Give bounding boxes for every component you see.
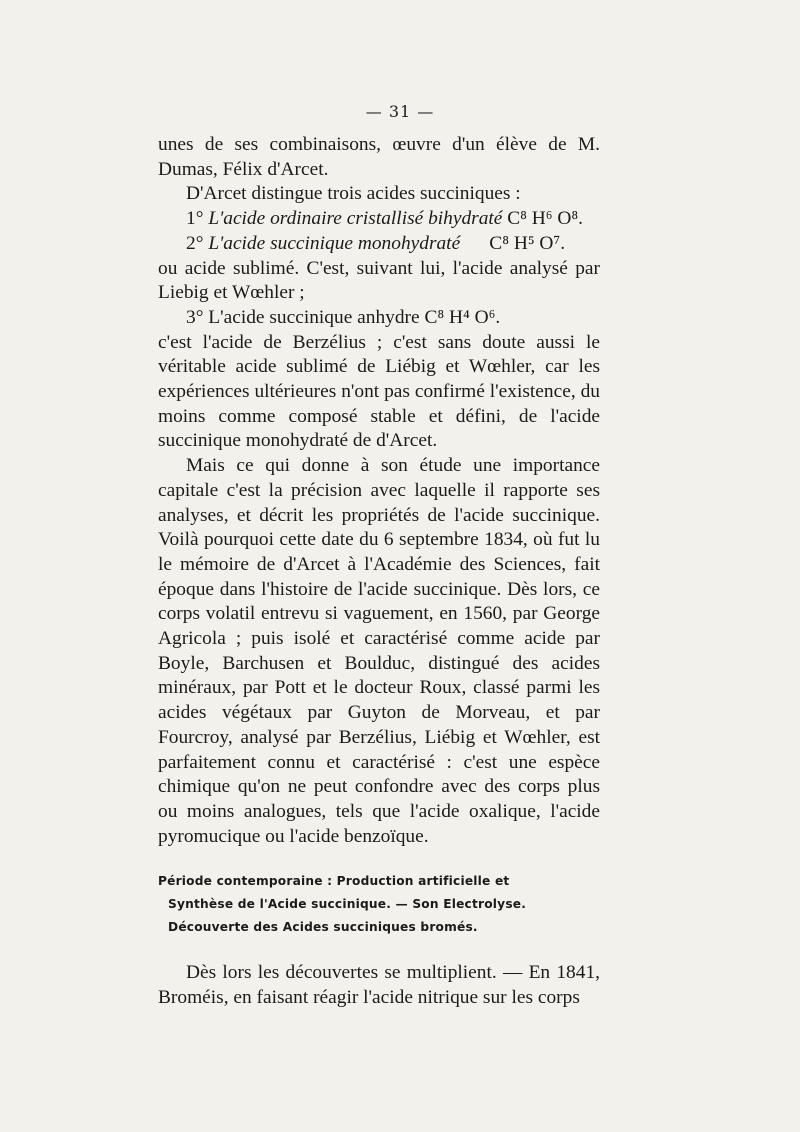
paragraph-5: Mais ce qui donne à son étude une importance capitale c'est la précision avec laquelle il rapporte ses analyses, et décrit les propriétés de l'acide succinique. Voilà pourquoi cette date du 6 septembre 1834, où fut lu le mémoire de d'Arcet à l'Académie des Sciences, fait époque dans l'histoire de l'acide succinique. Dès lors, ce corps volatil entrevu si vaguement, en 1560, par George Agricola ; puis isolé et caractérisé comme acide par Boyle, Barchusen et Boulduc, distingué des acides minéraux, par Pott et le docteur Roux, classé parmi les acides végétaux par Guyton de Morveau, et par Fourcroy, analysé par Berzélius, Liébig et Wœhler, est parfaitement connu et caractérisé : c'est une espèce chimique qu'on ne peut confondre avec des corps plus ou moins analogues, tels que l'acide oxalique, l'acide pyromucique ou l'acide benzoïque. <box>158 455 600 847</box>
section-heading <box>158 870 600 939</box>
page-number: — 31 — <box>365 102 435 121</box>
list-item-2 <box>158 232 600 257</box>
list-item-1-number: 1° <box>186 208 204 230</box>
list-item-2-number: 2° <box>186 232 204 254</box>
body-text <box>158 133 600 1011</box>
paragraph-6: Dès lors les découvertes se multiplient. — En 1841, Broméis, en faisant réagir l'acide nitrique sur les corps <box>158 962 600 1009</box>
list-item-3-text: 3° L'acide succinique anhydre <box>186 306 420 328</box>
formula-1: C⁸ H⁶ O⁸. <box>507 208 584 230</box>
paragraph-2: D'Arcet distingue trois acides succiniques : <box>186 183 521 205</box>
list-item-2-name: L'acide succinique monohydraté <box>208 232 461 254</box>
formula-2: C⁸ H⁵ O⁷. <box>489 232 566 254</box>
list-item-3 <box>158 306 600 331</box>
paragraph-3: ou acide sublimé. C'est, suivant lui, l'acide analysé par Liebig et Wœhler ; <box>158 257 600 304</box>
list-item-1 <box>158 207 600 232</box>
paragraph-1: unes de ses combinaisons, œuvre d'un élève de M. Dumas, Félix d'Arcet. <box>158 134 600 180</box>
paragraph-4: c'est l'acide de Berzélius ; c'est sans doute aussi le véritable acide sublimé de Liébig et Wœhler, car les expériences ultérieures n'ont pas confirmé l'existence, du moins comme composé stable et défini, de l'acide succinique monohydraté de d'Arcet. <box>158 331 600 452</box>
section-heading-line-3: Découverte des Acides succiniques bromés. <box>168 920 478 935</box>
section-heading-line-2: Synthèse de l'Acide succinique. — Son Electrolyse. <box>168 897 527 912</box>
list-item-1-name: L'acide ordinaire cristallisé bihydraté <box>208 208 503 230</box>
formula-3: C⁸ H⁴ O⁶. <box>424 306 501 328</box>
section-heading-line-1: Période contemporaine : Production artificielle et <box>158 874 510 889</box>
